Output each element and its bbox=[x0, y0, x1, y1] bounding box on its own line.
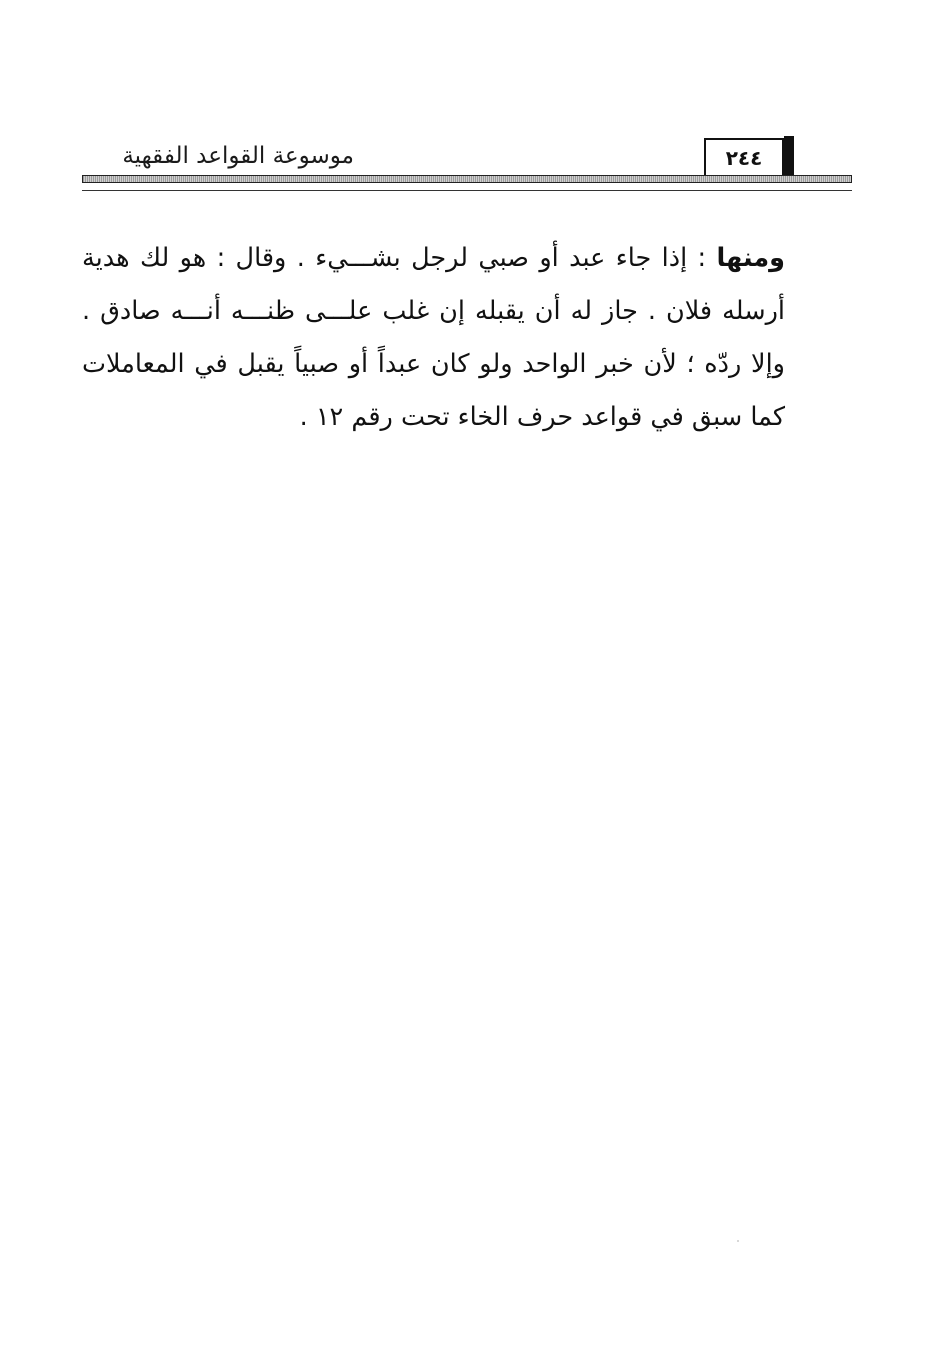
page-number-box-shadow bbox=[784, 136, 794, 180]
paragraph-text bbox=[82, 232, 859, 444]
header-rule-thick bbox=[82, 175, 852, 183]
scan-speck bbox=[737, 1240, 739, 1242]
body-paragraph bbox=[82, 232, 859, 444]
running-title: موسوعة القواعد الفقهية bbox=[122, 143, 354, 169]
page-number-box bbox=[704, 138, 784, 178]
lead-word: ومنها bbox=[716, 243, 785, 273]
paragraph-body: : إذا جاء عبد أو صبي لرجل بشـــيء . وقال : هو لك هدية أرسله فلان . جاز له أن يقبله إن غلب علـــى ظنـــه أنـــه صادق . وإلا ردّه ؛ لأن خبر الواحد ولو كان عبداً أو صبياً يقبل في المعاملات كما سبق في قواعد حرف الخاء تحت رقم ١٢ . bbox=[82, 243, 785, 432]
header-rule-thin bbox=[82, 190, 852, 191]
page-number: ٢٤٤ bbox=[725, 146, 763, 170]
